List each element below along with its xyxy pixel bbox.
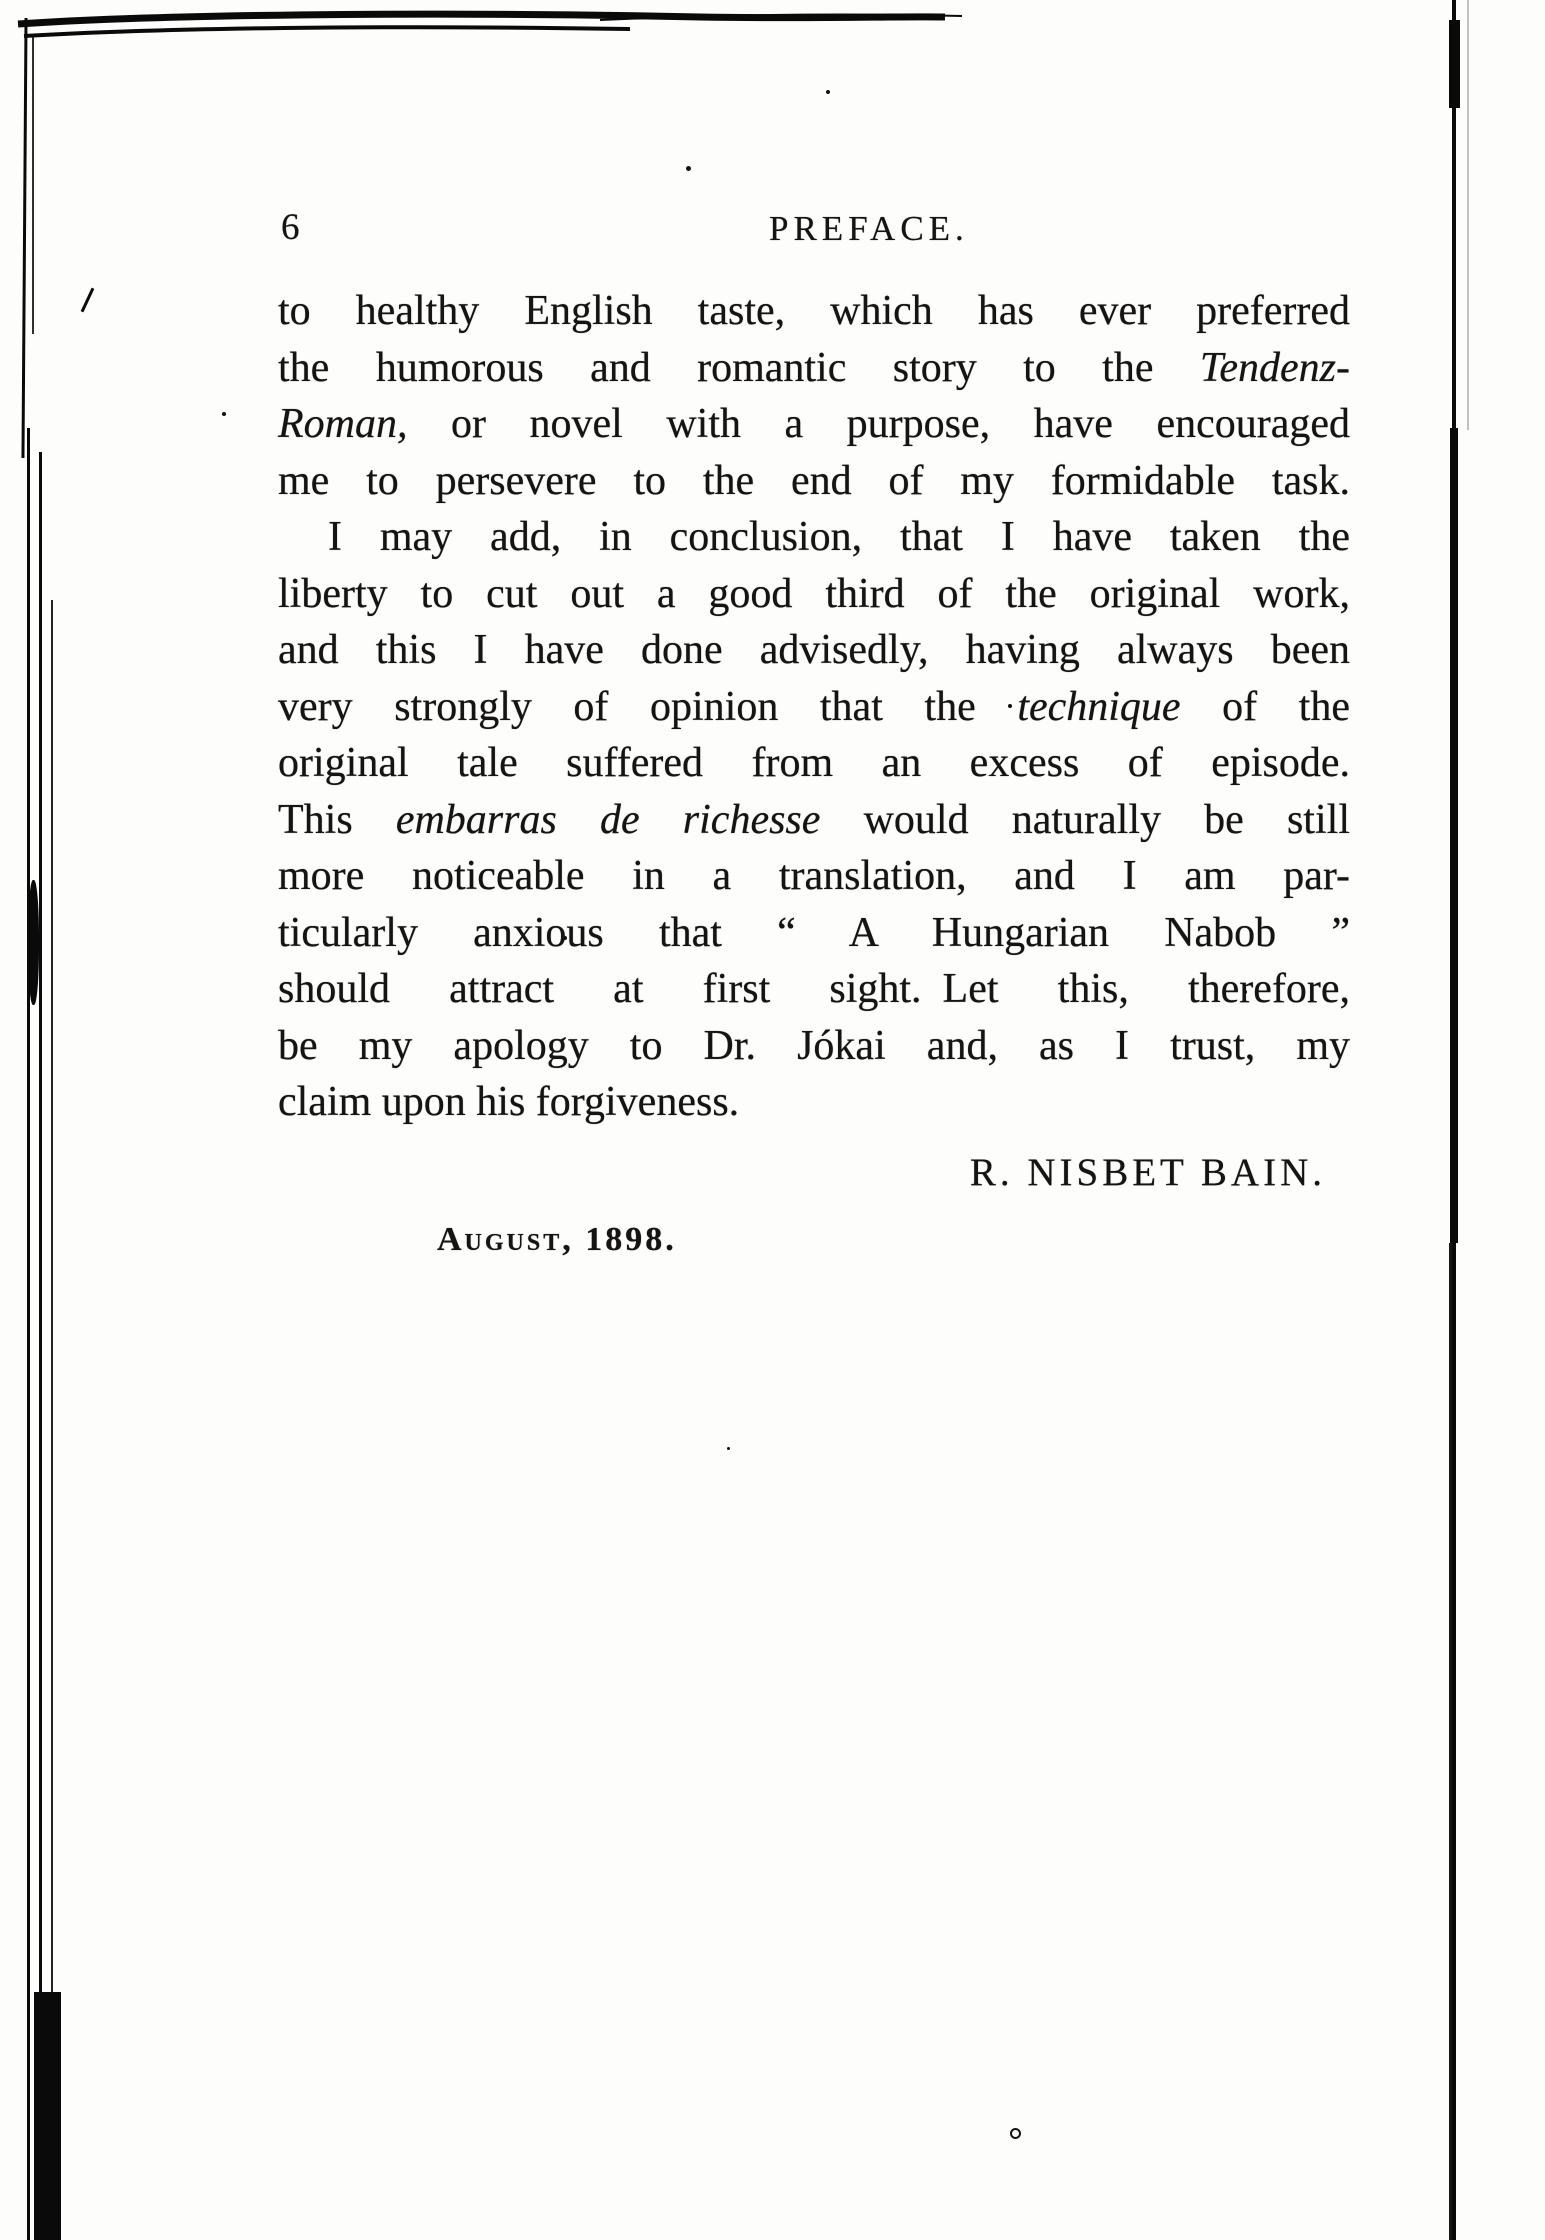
ink-speck [826,90,830,94]
text-segment: and this I have done advisedly, having always been [278,627,1350,673]
ink-speck [1010,2128,1021,2139]
text-line [278,848,1350,905]
text-segment: or novel with a purpose, have encouraged [407,401,1350,447]
scan-blot-left [28,880,39,1005]
text-segment: to healthy English taste, which has ever preferred [278,288,1350,334]
italic-text-segment: Tendenz- [1199,344,1350,391]
text-segment: I may add, in conclusion, that I have taken the [328,514,1350,560]
text-line [278,679,1350,736]
scan-line-left-long-1 [27,428,30,2240]
scan-line-left-upper-2 [32,34,34,334]
text-line [278,340,1350,397]
italic-text-segment: embarras de richesse [395,796,821,843]
text-line [278,905,1350,962]
text-line [278,792,1350,849]
body-text [278,283,1350,1131]
scan-streak-top [0,0,1000,60]
text-segment: would naturally be still [820,796,1350,843]
text-segment: This [278,796,396,843]
text-line [278,735,1350,792]
text-segment: original tale suffered from an excess of episode. [278,740,1350,786]
text-line [278,509,1350,566]
ink-speck [727,1447,730,1450]
text-segment: ticularly anxious that “ A Hungarian Nabob ” [278,909,1350,956]
date-line: August, 1898. [437,1221,677,1258]
text-segment: be my apology to Dr. Jókai and, as I trust, my [278,1022,1350,1069]
text-segment: should attract at first sight. Let this, therefore, [278,966,1350,1012]
scan-line-right-lower [1449,1243,1455,2240]
scan-bar-bottom-left [34,1992,61,2240]
text-line [278,453,1350,510]
page-number: 6 [281,207,300,248]
text-line [278,1074,1350,1131]
scan-line-right-thick-mid [1450,428,1458,1243]
text-segment: more noticeable in a translation, and I am par- [278,853,1350,899]
text-line [278,566,1350,623]
scan-line-right-thick-top [1449,20,1460,108]
text-line [278,961,1350,1018]
text-line [278,622,1350,679]
text-segment: claim upon his forgiveness. [278,1079,740,1125]
text-segment: me to persevere to the end of my formidable task. [278,457,1350,504]
text-segment: of the [1180,683,1351,730]
italic-text-segment: Roman, [278,401,408,447]
italic-text-segment: technique [1017,683,1181,730]
ink-speck [686,166,691,171]
scan-line-right-faint [1467,0,1469,430]
scan-line-left-upper [21,18,27,458]
author-signature: R. NISBET BAIN. [969,1151,1326,1194]
running-header-title: PREFACE. [769,209,969,248]
text-line [278,396,1350,453]
text-segment: very strongly of opinion that the [278,683,1018,730]
ink-speck [222,412,226,416]
text-segment: liberty to cut out a good third of the original work, [278,570,1350,617]
text-line [278,283,1350,340]
scan-line-left-long-2 [39,452,42,2240]
text-segment: the humorous and romantic story to the [278,344,1200,391]
text-line [278,1018,1350,1075]
scan-tick-mark [81,288,95,313]
